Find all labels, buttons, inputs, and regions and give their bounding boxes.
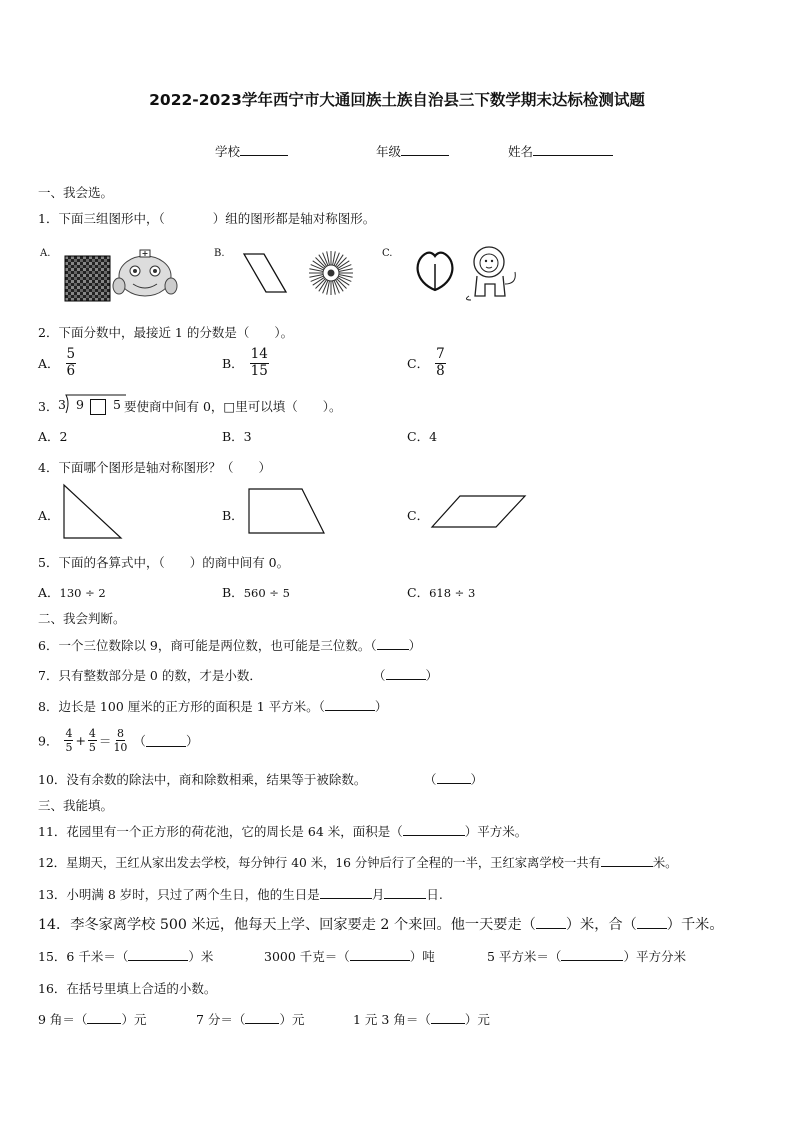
- q9-fraction-1: $\frac{4}{5}$: [65, 727, 73, 754]
- q3-number: 3．: [38, 399, 59, 414]
- q2-option-b-fraction: $\frac{14}{15}$: [250, 346, 268, 379]
- q9-fraction-2: $\frac{4}{5}$: [88, 727, 96, 754]
- q2-option-b[interactable]: [222, 348, 271, 378]
- question-5: 5．下面的各算式中，（ ）的商中间有 0。: [38, 555, 290, 570]
- q16-blank-2[interactable]: [245, 1011, 279, 1024]
- lion-image: [463, 244, 521, 302]
- leaf-image: [411, 248, 459, 294]
- q5-option-b[interactable]: [222, 583, 290, 601]
- question-15-part-1: 15．6 千米＝（ ）米: [38, 949, 214, 964]
- q1-text-pre: 1．下面三组图形中，（: [38, 211, 165, 226]
- q1-option-a-label: A.: [40, 248, 51, 259]
- patterned-square-image: [65, 256, 110, 301]
- q15-blank-3[interactable]: [561, 948, 623, 961]
- name-label: 姓名: [508, 144, 534, 159]
- q14-km-blank[interactable]: [637, 916, 667, 929]
- q9-fraction-3: $\frac{8}{10}$: [113, 727, 128, 754]
- grade-label: 年级: [376, 144, 402, 159]
- q8-text: 8．边长是 100 厘米的正方形的面积是 1 平方米。（: [38, 699, 325, 714]
- q2-option-a[interactable]: [38, 348, 78, 378]
- q7-answer-blank[interactable]: [386, 667, 426, 680]
- right-trapezoid-image: [247, 487, 327, 535]
- question-9: 9． $\frac{4}{5}$ + $\frac{4}{5}$ ＝ $\frac{8}{10}$ （ ）: [38, 727, 199, 754]
- q7-answer[interactable]: （ ）: [373, 668, 439, 683]
- q11-answer-blank[interactable]: [403, 823, 465, 836]
- q2-option-a-label: A．: [38, 356, 60, 371]
- q2-option-c[interactable]: [407, 348, 448, 378]
- q2-option-a-fraction: $\frac{5}{6}$: [66, 346, 76, 379]
- q3-option-c[interactable]: C．4: [407, 429, 438, 444]
- q16-item-2: 7 分＝（ ）元: [196, 1012, 305, 1027]
- q16-blank-3[interactable]: [431, 1011, 465, 1024]
- q1-text-post: ）组的图形都是轴对称图形。: [212, 211, 376, 226]
- q13-month-blank[interactable]: [320, 886, 372, 899]
- q6-text: 6．一个三位数除以 9，商可能是两位数，也可能是三位数。（: [38, 638, 377, 653]
- q5-option-c-expr: 618 ÷ 3: [429, 586, 476, 600]
- cartoon-nurse-image: [113, 246, 177, 302]
- q3-divisor: 3: [58, 397, 66, 412]
- q2-option-c-label: C．: [407, 356, 430, 371]
- page-title: 2022-2023学年西宁市大通回族土族自治县三下数学期末达标检测试题: [149, 91, 645, 109]
- q5-option-c-label: C．: [407, 585, 430, 600]
- question-15-part-3: 5 平方米＝（ ）平方分米: [487, 949, 686, 964]
- q3-blank-box[interactable]: [90, 396, 106, 415]
- question-13: 13．小明满 8 岁时，只过了两个生日，他的生日是 月 日.: [38, 887, 443, 902]
- q3-option-b[interactable]: B．3: [222, 429, 252, 444]
- q1-option-b-label: B.: [214, 248, 225, 259]
- name-field[interactable]: [508, 142, 613, 160]
- q10-answer[interactable]: （ ）: [424, 772, 484, 787]
- q16-item-1: 9 角＝（ ）元: [38, 1012, 147, 1027]
- q5-option-c[interactable]: [407, 583, 475, 601]
- school-label: 学校: [215, 144, 241, 159]
- q2-option-c-fraction: $\frac{7}{8}$: [436, 346, 445, 379]
- q4-option-a-label[interactable]: A．: [38, 508, 60, 523]
- q3-option-a[interactable]: A．2: [38, 429, 68, 444]
- starburst-image: [306, 248, 356, 298]
- q14-meters-blank[interactable]: [536, 916, 566, 929]
- question-12: 12．星期天，王红从家出发去学校，每分钟行 40 米，16 分钟后行了全程的一半，王红家离学校一共有 米。: [38, 856, 678, 870]
- q16-blank-1[interactable]: [87, 1011, 121, 1024]
- q16-item-3: 1 元 3 角＝（ ）元: [353, 1012, 490, 1027]
- q7-text: 7．只有整数部分是 0 的数，才是小数．: [38, 668, 262, 683]
- q2-option-b-label: B．: [222, 356, 244, 371]
- parallelogram-image: [430, 494, 528, 530]
- question-6: 6．一个三位数除以 9，商可能是两位数，也可能是三位数。（ ）: [38, 638, 422, 653]
- right-triangle-image: [63, 484, 123, 540]
- q8-answer-blank[interactable]: [325, 698, 375, 711]
- question-16: 16．在括号里填上合适的小数。: [38, 981, 217, 996]
- question-1: [38, 209, 375, 227]
- rhombus-image: [240, 250, 290, 296]
- section-heading-3: 三、我能填。: [38, 798, 114, 813]
- q3-dividend-digit-3: 5: [113, 397, 121, 412]
- question-4: 4．下面哪个图形是轴对称图形？（ ）: [38, 460, 271, 475]
- grade-field[interactable]: [376, 142, 449, 160]
- q5-option-b-label: B．: [222, 585, 244, 600]
- question-14: 14．李冬家离学校 500 米远，他每天上学、回家要走 2 个来回。他一天要走（ ）米，合（ ）千米。: [38, 917, 724, 933]
- q5-option-a-expr: 130 ÷ 2: [59, 586, 106, 600]
- q4-option-c-label[interactable]: C．: [407, 508, 430, 523]
- q10-answer-blank[interactable]: [437, 771, 471, 784]
- q3-dividend-digit-1: 9: [76, 397, 84, 412]
- q4-option-b-label[interactable]: B．: [222, 508, 244, 523]
- q13-day-blank[interactable]: [384, 886, 426, 899]
- q6-answer-blank[interactable]: [377, 637, 409, 650]
- q12-answer-blank[interactable]: [601, 854, 653, 867]
- q3-text: 要使商中间有 0，□里可以填（ ）。: [124, 399, 342, 414]
- q9-number: 9．: [38, 733, 59, 749]
- q1-option-c-label: C.: [382, 248, 393, 259]
- section-heading-2: 二、我会判断。: [38, 611, 126, 626]
- q10-text: 10．没有余数的除法中，商和除数相乘，结果等于被除数。: [38, 772, 367, 787]
- school-field[interactable]: [215, 142, 288, 160]
- section-heading-1: 一、我会选。: [38, 185, 114, 200]
- q5-option-a[interactable]: [38, 583, 106, 601]
- question-15-part-2: 3000 千克＝（ ）吨: [264, 949, 435, 964]
- question-8: 8．边长是 100 厘米的正方形的面积是 1 平方米。（ ）: [38, 699, 388, 714]
- question-2: 2．下面分数中，最接近 1 的分数是（ ）。: [38, 325, 294, 340]
- q15-blank-1[interactable]: [128, 948, 188, 961]
- q5-option-a-label: A．: [38, 585, 60, 600]
- q9-answer-blank[interactable]: [146, 734, 186, 747]
- q5-option-b-expr: 560 ÷ 5: [243, 586, 290, 600]
- q15-blank-2[interactable]: [350, 948, 410, 961]
- question-11: 11．花园里有一个正方形的荷花池，它的周长是 64 米，面积是（ ）平方米。: [38, 824, 528, 839]
